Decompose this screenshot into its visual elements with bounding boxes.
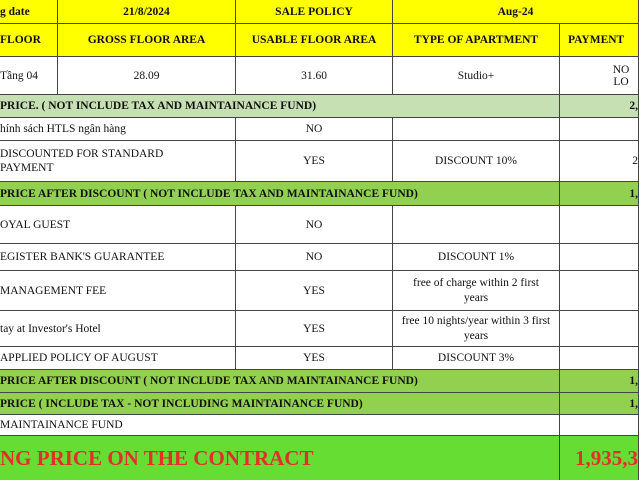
policy-detail-cell[interactable] — [393, 244, 560, 271]
price-after-discount-value-cell[interactable] — [560, 182, 639, 206]
base-price-label-cell[interactable] — [0, 95, 560, 118]
policy-row-royal-guest — [0, 206, 639, 244]
payment-header-cell[interactable] — [560, 24, 639, 57]
policy-detail: free 10 nights/year within 3 first years — [401, 315, 551, 342]
price-include-tax-value: 1, — [629, 397, 638, 410]
policy-applies: NO — [305, 251, 323, 263]
maintenance-fund-label-cell[interactable] — [0, 415, 560, 436]
price-after-discount-label-cell[interactable] — [0, 370, 560, 393]
policy-applies-cell[interactable] — [236, 244, 393, 271]
price-after-discount-value: 1, — [629, 375, 638, 387]
policy-label-cell[interactable] — [236, 0, 393, 24]
policy-name: OYAL GUEST — [0, 218, 71, 231]
policy-name-cell[interactable] — [0, 347, 236, 370]
maintenance-fund-value-cell[interactable] — [560, 415, 639, 436]
policy-detail-cell[interactable] — [393, 347, 560, 370]
price-after-discount-label: PRICE AFTER DISCOUNT ( NOT INCLUDE TAX AND MAINTAINANCE FUND) — [0, 187, 418, 200]
maintenance-fund-row — [0, 415, 639, 436]
policy-detail-cell[interactable] — [393, 141, 560, 182]
usable-area-header: USABLE FLOOR AREA — [251, 34, 377, 46]
payment-value: NO LO — [612, 63, 630, 88]
policy-applies: YES — [303, 352, 325, 364]
policy-name-cell[interactable] — [0, 311, 236, 347]
contract-price-label: NG PRICE ON THE CONTRACT — [0, 445, 314, 470]
base-price-label: PRICE. ( NOT INCLUDE TAX AND MAINTAINANCE FUND) — [0, 100, 317, 112]
base-price-value-cell[interactable] — [560, 95, 639, 118]
floor-header: FLOOR — [0, 34, 41, 46]
policy-name-cell[interactable] — [0, 141, 236, 182]
policy-row-bank-guarantee — [0, 244, 639, 271]
gross-area-cell[interactable] — [58, 57, 236, 95]
policy-value-cell[interactable] — [560, 311, 639, 347]
price-include-tax-row — [0, 393, 639, 415]
policy-name: EGISTER BANK'S GUARANTEE — [0, 251, 165, 263]
type-cell[interactable] — [393, 57, 560, 95]
floor-cell[interactable] — [0, 57, 58, 95]
policy-detail: DISCOUNT 3% — [437, 352, 515, 364]
policy-detail-cell[interactable] — [393, 311, 560, 347]
price-include-tax-label: PRICE ( INCLUDE TAX - NOT INCLUDING MAINTAINANCE FUND) — [0, 397, 363, 410]
price-include-tax-value-cell[interactable] — [560, 393, 639, 415]
policy-value-cell[interactable] — [560, 244, 639, 271]
policy-name: MANAGEMENT FEE — [0, 284, 107, 297]
policy-row-investor-hotel — [0, 311, 639, 347]
policy-name-cell[interactable] — [0, 244, 236, 271]
policy-name-cell[interactable] — [0, 271, 236, 311]
date-label-cell[interactable] — [0, 0, 58, 24]
policy-name-cell[interactable] — [0, 206, 236, 244]
policy-detail-cell[interactable] — [393, 118, 560, 141]
policy-applies-cell[interactable] — [236, 311, 393, 347]
usable-area-header-cell[interactable] — [236, 24, 393, 57]
payment-cell[interactable] — [560, 57, 639, 95]
policy-name: hính sách HTLS ngân hàng — [0, 123, 126, 135]
type-header: TYPE OF APARTMENT — [413, 34, 539, 46]
policy-applies-cell[interactable] — [236, 118, 393, 141]
price-after-discount-label: PRICE AFTER DISCOUNT ( NOT INCLUDE TAX AND MAINTAINANCE FUND) — [0, 375, 418, 387]
base-price-row — [0, 95, 639, 118]
policy-value-cell[interactable] — [560, 347, 639, 370]
policy-row-august — [0, 347, 639, 370]
policy-detail-cell[interactable] — [393, 206, 560, 244]
date-label: g date — [0, 5, 30, 18]
date-value: 21/8/2024 — [123, 5, 170, 18]
price-after-discount-value: 1, — [629, 187, 638, 200]
policy-value-cell[interactable] — [560, 271, 639, 311]
policy-row-standard-payment — [0, 141, 639, 182]
policy-name: APPLIED POLICY OF AUGUST — [0, 352, 158, 364]
policy-name-cell[interactable] — [0, 118, 236, 141]
policy-detail-cell[interactable] — [393, 271, 560, 311]
policy-detail: DISCOUNT 1% — [437, 251, 515, 263]
policy-applies: NO — [305, 123, 323, 135]
policy-applies-cell[interactable] — [236, 206, 393, 244]
column-header-row — [0, 24, 639, 57]
policy-detail: DISCOUNT 10% — [435, 155, 517, 167]
contract-price-label-cell[interactable] — [0, 436, 560, 480]
policy-label: SALE POLICY — [275, 5, 353, 18]
gross-area-header: GROSS FLOOR AREA — [87, 34, 206, 46]
unit-row — [0, 57, 639, 95]
policy-applies-cell[interactable] — [236, 141, 393, 182]
usable-area-value: 31.60 — [301, 69, 327, 82]
header-row — [0, 0, 639, 24]
policy-value-cell[interactable] — [560, 118, 639, 141]
price-after-discount-label-cell[interactable] — [0, 182, 560, 206]
base-price-value: 2, — [629, 100, 638, 112]
gross-area-value: 28.09 — [133, 69, 160, 82]
usable-area-cell[interactable] — [236, 57, 393, 95]
policy-row-management-fee — [0, 271, 639, 311]
type-value: Studio+ — [457, 69, 495, 82]
contract-price-value-cell[interactable] — [560, 436, 639, 480]
policy-applies: YES — [303, 284, 325, 297]
policy-value-cell[interactable] — [560, 141, 639, 182]
price-include-tax-label-cell[interactable] — [0, 393, 560, 415]
floor-value: Tầng 04 — [0, 69, 39, 82]
contract-price-value: 1,935,3 — [575, 445, 638, 470]
month-cell[interactable] — [393, 0, 639, 24]
policy-applies: YES — [303, 155, 325, 167]
policy-name: DISCOUNTED FOR STANDARD PAYMENT — [0, 147, 164, 174]
month-value: Aug-24 — [497, 5, 534, 18]
gross-area-header-cell[interactable] — [58, 24, 236, 57]
policy-value-cell[interactable] — [560, 206, 639, 244]
policy-name: tay at Investor's Hotel — [0, 322, 101, 335]
policy-applies: NO — [305, 218, 323, 231]
price-after-discount-value-cell[interactable] — [560, 370, 639, 393]
type-header-cell[interactable] — [393, 24, 560, 57]
maintenance-fund-label: MAINTAINANCE FUND — [0, 419, 123, 431]
policy-detail: free of charge within 2 first years — [413, 277, 539, 304]
date-value-cell[interactable] — [58, 0, 236, 24]
policy-applies: YES — [303, 322, 325, 335]
policy-applies-cell[interactable] — [236, 271, 393, 311]
payment-header: PAYMENT — [568, 34, 625, 46]
policy-applies-cell[interactable] — [236, 347, 393, 370]
policy-row-bank — [0, 118, 639, 141]
price-after-discount-row-1 — [0, 182, 639, 206]
floor-header-cell[interactable] — [0, 24, 58, 57]
policy-value: 2 — [632, 155, 638, 167]
price-after-discount-row-2 — [0, 370, 639, 393]
contract-price-row — [0, 436, 639, 480]
